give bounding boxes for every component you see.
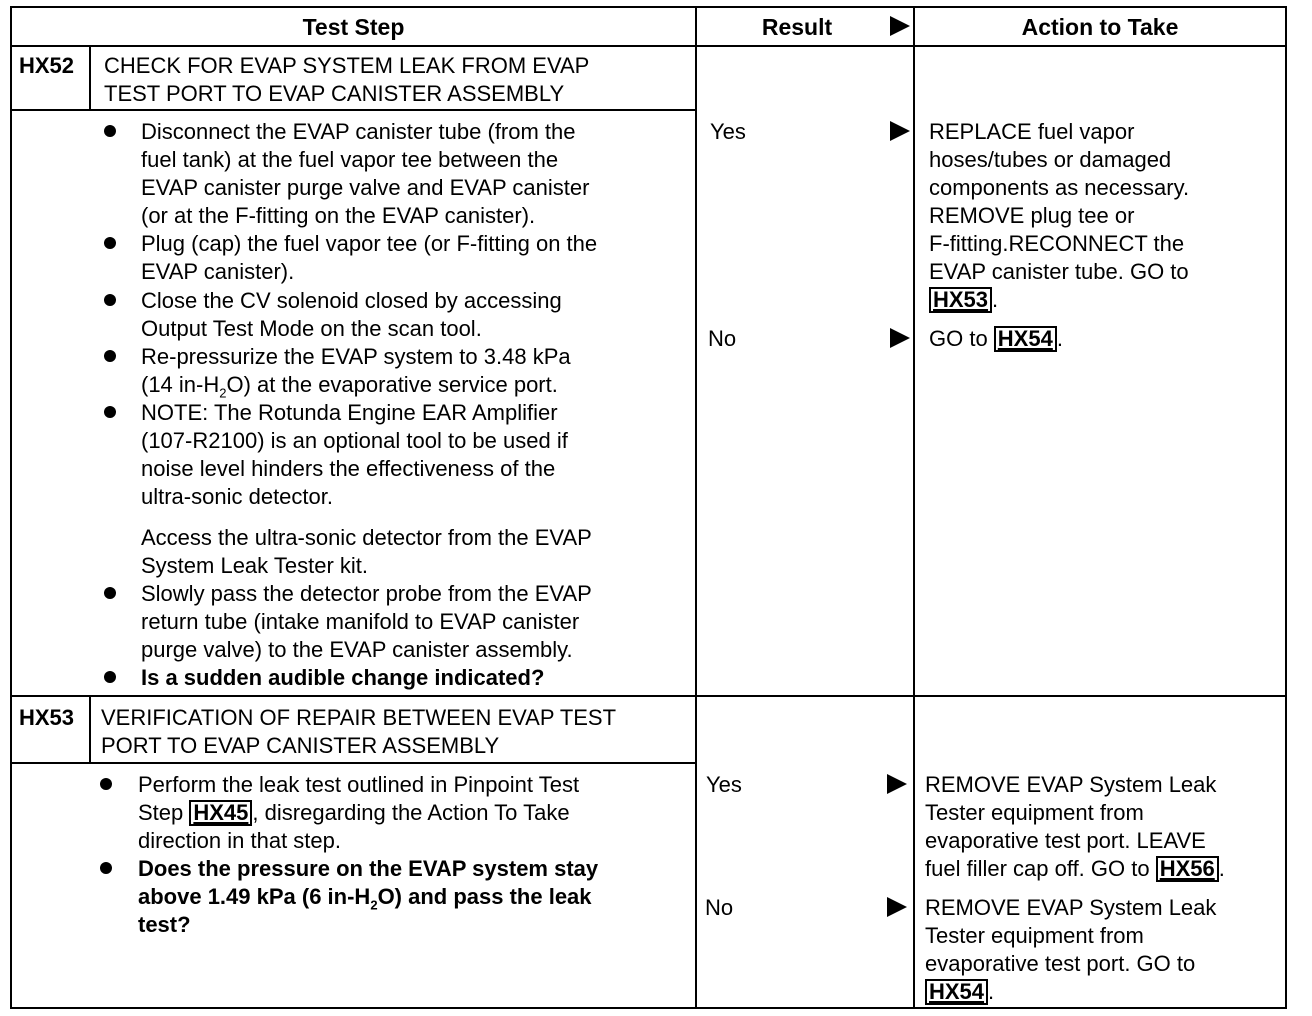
- table-border-left: [10, 6, 12, 1009]
- hx53-result-yes: Yes: [706, 772, 742, 797]
- col-divider-2: [913, 6, 915, 1009]
- hx52-b1-l1: Disconnect the EVAP canister tube (from the: [141, 119, 576, 144]
- hx52-title-line-2: TEST PORT TO EVAP CANISTER ASSEMBLY: [104, 81, 565, 106]
- hx53-yes-l2: Tester equipment from: [925, 800, 1144, 825]
- bullet-icon: [100, 862, 112, 874]
- link-hx54[interactable]: HX54: [994, 326, 1057, 352]
- link-hx54[interactable]: HX54: [925, 979, 988, 1005]
- hx52-b5-l3: noise level hinders the effectiveness of the: [141, 456, 556, 481]
- hx52-yes-l6: EVAP canister tube. GO to: [929, 259, 1189, 284]
- hx52-title-line-1: CHECK FOR EVAP SYSTEM LEAK FROM EVAP: [104, 53, 590, 78]
- hx53-yes-l4: fuel filler cap off. GO to HX56 .: [925, 856, 1225, 881]
- hx52-b1-l4: (or at the F-fitting on the EVAP canister).: [141, 203, 536, 228]
- hx52-b6-l1: Slowly pass the detector probe from the EVAP: [141, 581, 592, 606]
- hx52-b3-l1: Close the CV solenoid closed by accessing: [141, 288, 562, 313]
- result-arrow-icon: [890, 121, 910, 141]
- bullet-icon: [104, 671, 116, 683]
- hx52-yes-l7: HX53 .: [929, 286, 998, 314]
- header-divider: [10, 45, 1287, 47]
- hx53-yes-l1: REMOVE EVAP System Leak: [925, 772, 1217, 797]
- hx53-title-line-2: PORT TO EVAP CANISTER ASSEMBLY: [101, 733, 500, 758]
- hx52-question: Is a sudden audible change indicated?: [141, 665, 545, 690]
- hx52-yes-l1: REPLACE fuel vapor: [929, 119, 1135, 144]
- result-arrow-icon: [887, 774, 907, 794]
- hx52-code: HX52: [19, 53, 75, 78]
- hx53-title-bottom: [10, 762, 696, 764]
- hx53-code-divider: [89, 695, 91, 762]
- hx53-no-l3: evaporative test port. GO to: [925, 951, 1196, 976]
- header-action: Action to Take: [1021, 14, 1179, 40]
- hx53-title-line-1: VERIFICATION OF REPAIR BETWEEN EVAP TEST: [101, 705, 617, 730]
- hx52-b2-l2: EVAP canister).: [141, 259, 295, 284]
- link-hx53[interactable]: HX53: [929, 287, 992, 313]
- table-border-right: [1285, 6, 1287, 1009]
- header-test-step: Test Step: [302, 14, 405, 40]
- bullet-icon: [104, 350, 116, 362]
- hx52-b5-l2: (107-R2100) is an optional tool to be used if: [141, 428, 568, 453]
- hx53-result-no: No: [705, 895, 734, 920]
- hx52-yes-l4: REMOVE plug tee or: [929, 203, 1135, 228]
- hx53-code: HX53: [19, 705, 75, 730]
- hx53-b1-l2: Step HX45 , disregarding the Action To Take: [138, 800, 570, 825]
- result-arrow-icon: [887, 897, 907, 917]
- hx52-b1-l2: fuel tank) at the fuel vapor tee between the: [141, 147, 559, 172]
- link-hx56[interactable]: HX56: [1156, 856, 1219, 882]
- hx52-b4-l2: (14 $in-H_2O$) at the evaporative service port.: [141, 372, 558, 401]
- table-border-top: [10, 6, 1287, 8]
- bullet-icon: [104, 237, 116, 249]
- hx53-yes-l3: evaporative test port. LEAVE: [925, 828, 1206, 853]
- hx53-b2-l2: above 1.49 kPa (6 $in-H_2O$) and pass the leak: [138, 884, 592, 913]
- hx53-b2-l3: test?: [138, 912, 191, 937]
- hx52-para-l2: System Leak Tester kit.: [141, 553, 369, 578]
- hx52-b6-l3: purge valve) to the EVAP canister assembly.: [141, 637, 573, 662]
- hx52-yes-l3: components as necessary.: [929, 175, 1190, 200]
- result-arrow-icon: [890, 328, 910, 348]
- header-arrow-icon: [890, 16, 910, 36]
- bullet-icon: [104, 125, 116, 137]
- hx52-b3-l2: Output Test Mode on the scan tool.: [141, 316, 482, 341]
- col-divider-1: [695, 6, 697, 1009]
- hx52-b5-l1: NOTE: The Rotunda Engine EAR Amplifier: [141, 400, 558, 425]
- hx53-b1-l1: Perform the leak test outlined in Pinpoint Test: [138, 772, 580, 797]
- hx53-no-l4: HX54 .: [925, 978, 994, 1006]
- bullet-icon: [104, 294, 116, 306]
- table-border-bottom: [10, 1007, 1287, 1009]
- bullet-icon: [104, 587, 116, 599]
- hx52-b2-l1: Plug (cap) the fuel vapor tee (or F-fitting on the: [141, 231, 598, 256]
- hx52-b5-l4: ultra-sonic detector.: [141, 484, 333, 509]
- header-result: Result: [761, 14, 833, 40]
- bullet-icon: [104, 406, 116, 418]
- hx52-result-yes: Yes: [710, 119, 746, 144]
- link-hx45[interactable]: HX45: [189, 800, 252, 826]
- hx52-b1-l3: EVAP canister purge valve and EVAP canister: [141, 175, 590, 200]
- hx52-title-bottom: [10, 109, 696, 111]
- hx52-result-no: No: [708, 326, 737, 351]
- hx53-b2-l1: Does the pressure on the EVAP system stay: [138, 856, 599, 881]
- row-divider: [10, 695, 1287, 697]
- hx52-yes-l2: hoses/tubes or damaged: [929, 147, 1172, 172]
- hx53-b1-l3: direction in that step.: [138, 828, 342, 853]
- hx52-para-l1: Access the ultra-sonic detector from the EVAP: [141, 525, 592, 550]
- hx52-no-action: GO to HX54 .: [929, 326, 1063, 351]
- hx52-b6-l2: return tube (intake manifold to EVAP canister: [141, 609, 580, 634]
- bullet-icon: [100, 778, 112, 790]
- hx53-no-l2: Tester equipment from: [925, 923, 1144, 948]
- hx52-code-divider: [89, 45, 91, 110]
- hx53-no-l1: REMOVE EVAP System Leak: [925, 895, 1217, 920]
- hx52-b4-l1: Re-pressurize the EVAP system to 3.48 kPa: [141, 344, 571, 369]
- hx52-yes-l5: F-fitting.RECONNECT the: [929, 231, 1185, 256]
